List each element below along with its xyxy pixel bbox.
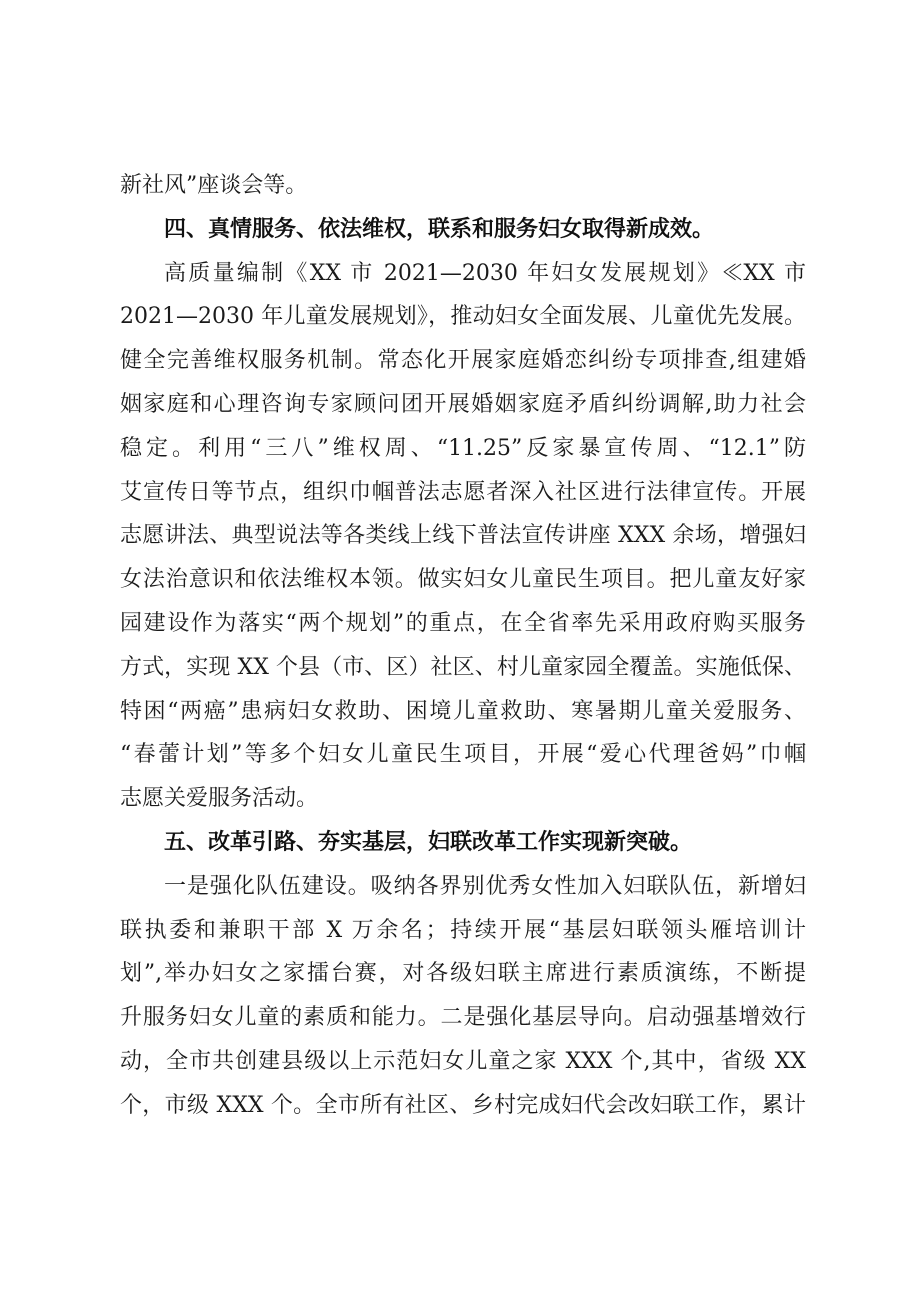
section-heading-4: 四、真情服务、依法维权，联系和服务妇女取得新成效。 bbox=[164, 216, 715, 242]
document-body bbox=[120, 164, 806, 1128]
paragraph-line: 园建设作为落实“两个规划”的重点，在全省率先采用政府购买服务 bbox=[120, 610, 806, 636]
paragraph-line: “春蕾计划”等多个妇女儿童民生项目，开展“爱心代理爸妈”巾帼 bbox=[120, 742, 806, 768]
paragraph-line: 动，全市共创建县级以上示范妇女儿童之家 XXX 个,其中，省级 XX bbox=[120, 1048, 806, 1074]
paragraph-line: 高质量编制《XX 市 2021—2030 年妇女发展规划》≪XX 市 bbox=[164, 260, 806, 286]
paragraph-line: 方式，实现 XX 个县（市、区）社区、村儿童家园全覆盖。实施低保、 bbox=[120, 654, 806, 680]
paragraph-line: 联执委和兼职干部 X 万余名；持续开展“基层妇联领头雁培训计 bbox=[120, 917, 806, 943]
paragraph-line: 志愿关爱服务活动。 bbox=[120, 786, 319, 812]
paragraph-line: 2021—2030 年儿童发展规划》，推动妇女全面发展、儿童优先发展。 bbox=[120, 304, 806, 330]
paragraph-line: 健全完善维权服务机制。常态化开展家庭婚恋纠纷专项排查,组建婚 bbox=[120, 348, 806, 374]
paragraph-line: 姻家庭和心理咨询专家顾问团开展婚姻家庭矛盾纠纷调解,助力社会 bbox=[120, 391, 806, 417]
paragraph-line: 特困“两癌”患病妇女救助、困境儿童救助、寒暑期儿童关爱服务、 bbox=[120, 698, 806, 724]
paragraph-line: 稳定。利用“三八”维权周、“11.25”反家暴宣传周、“12.1”防 bbox=[120, 435, 806, 461]
paragraph-line: 划”,举办妇女之家擂台赛，对各级妇联主席进行素质演练，不断提 bbox=[120, 961, 806, 987]
paragraph-line: 一是强化队伍建设。吸纳各界别优秀女性加入妇联队伍，新增妇 bbox=[164, 873, 806, 899]
paragraph-line: 新社风”座谈会等。 bbox=[120, 173, 308, 198]
paragraph-line: 升服务妇女儿童的素质和能力。二是强化基层导向。启动强基增效行 bbox=[120, 1005, 806, 1031]
paragraph-line: 女法治意识和依法维权本领。做实妇女儿童民生项目。把儿童友好家 bbox=[120, 567, 806, 593]
section-heading-5: 五、改革引路、夯实基层，妇联改革工作实现新突破。 bbox=[164, 829, 693, 855]
paragraph-line: 志愿讲法、典型说法等各类线上线下普法宣传讲座 XXX 余场，增强妇 bbox=[120, 523, 806, 549]
paragraph-line: 艾宣传日等节点，组织巾帼普法志愿者深入社区进行法律宣传。开展 bbox=[120, 479, 806, 505]
paragraph-line: 个，市级 XXX 个。全市所有社区、乡村完成妇代会改妇联工作，累计 bbox=[120, 1092, 806, 1118]
